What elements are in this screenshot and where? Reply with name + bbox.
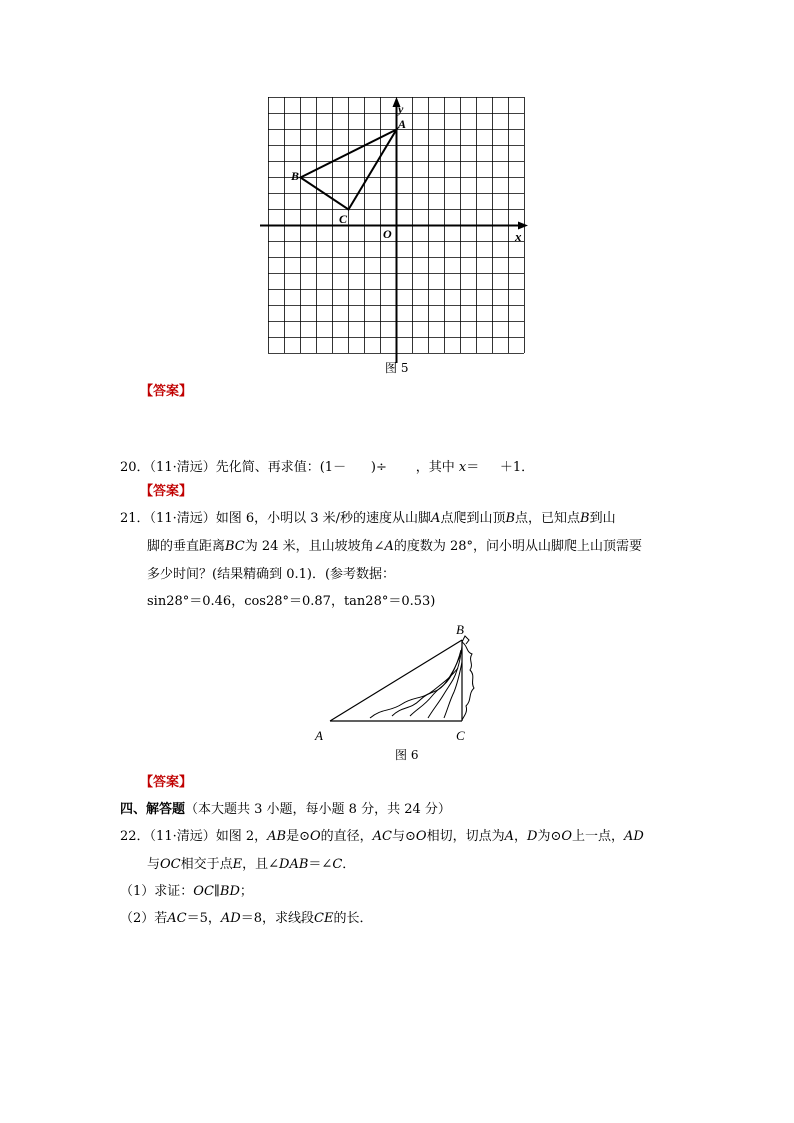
q22-var: AC [167,911,187,926]
question-21-line-1 [120,511,616,527]
figure-5-caption: 图 5 [385,361,409,375]
label-a: A [398,117,407,131]
mountain-contours [370,636,474,720]
q21-var: B [505,511,516,526]
section-4-heading [120,802,451,818]
figure-5-grid [260,95,532,363]
q22-text: 是⊙ [286,829,310,844]
q21-var: A [431,511,441,526]
q22-text: ＝∠ [308,857,333,872]
section-4-note: （本大题共 3 小题，每小题 8 分，共 24 分） [185,802,451,817]
q20-tail: ＝ ＋1． [466,460,535,475]
question-22-part-1 [120,884,253,900]
question-21-line-3: 多少时间？(结果精确到 0.1)．(参考数据： [147,567,396,582]
q22-text: 为⊙ [537,829,562,844]
q22-text: 相交于点 [180,857,233,872]
q21-text: 的度数为 28°，问小明从山脚爬上山顶需要 [393,539,643,554]
q22-var: DAB [279,857,309,872]
q22-var: AD [220,911,241,926]
q22-var: A [504,829,514,844]
q22-var: AD [624,829,644,844]
q20-number: 20． [120,460,150,475]
q21-var: B [580,511,590,526]
q22-text: 与 [147,857,161,872]
q22-text: 的直径， [320,829,373,844]
q21-var: A [384,539,394,554]
label-c: C [339,212,348,226]
figure-6-caption: 图 6 [395,748,419,762]
q21-text: 点爬到山顶 [440,511,506,526]
q22-text: ； [239,884,253,899]
q22-text: 与⊙ [392,829,416,844]
q21-text: 脚的垂直距离 [147,539,226,554]
label-b: B [291,169,300,183]
q22-var: D [527,829,538,844]
q22-text: ＝8，求线段 [240,911,314,926]
q22-text: ，且∠ [242,857,280,872]
q22-text: ， [514,829,528,844]
answer-label-20: 【答案】 [140,484,193,499]
label-origin: O [383,227,392,241]
q21-text: 到山 [589,511,616,526]
q22-var: O [415,829,427,844]
q22-text: 相切，切点为 [426,829,505,844]
q22-text: ＝5， [186,911,221,926]
q21-text: 为 24 米，且山坡坡角∠ [244,539,385,554]
q20-var: x [458,460,467,475]
q22-var: OC [160,857,181,872]
fig6-label-c: C [456,728,465,743]
fig6-label-a: A [315,728,323,743]
q22-text: 的长． [333,911,373,926]
q22-var: C [332,857,343,872]
q22-var: O [309,829,321,844]
fig6-label-b: B [456,622,464,637]
answer-label-21: 【答案】 [140,775,193,790]
q22-var: CE [314,911,334,926]
q22-text: （2）若 [120,911,168,926]
question-22-line-2 [147,857,355,873]
label-x-axis: x [515,229,522,244]
q20-text: 先化简、再求值：(1－ )÷ ，其中 [215,460,455,475]
q21-text: 21．（11·清远）如图 6，小明以 3 米/秒的速度从山脚 [120,511,432,526]
question-22-part-2 [120,911,372,927]
question-21-line-4: sin28°＝0.46，cos28°＝0.87，tan28°＝0.53) [147,594,436,609]
q22-text: ． [342,857,356,872]
question-20 [120,460,534,476]
q22-var: E [232,857,243,872]
figure-6-mountain [310,620,485,748]
q21-text: 点，已知点 [515,511,581,526]
q22-var: AB [267,829,287,844]
question-21-line-2 [147,539,642,555]
triangle-abc-fig6 [330,640,462,721]
q21-var: BC [225,539,245,554]
q20-source: （11·清远） [149,460,216,475]
q22-var: OC∥BD [193,884,240,899]
q22-var: AC [372,829,393,844]
label-y-axis: y [398,102,404,116]
q22-text: 上一点， [572,829,625,844]
q22-text: （1）求证： [120,884,194,899]
question-22-line-1 [120,829,644,845]
q22-text: 22．（11·清远）如图 2， [120,829,268,844]
section-4-title: 四、解答题 [120,802,186,817]
q22-var: O [561,829,573,844]
answer-label-19: 【答案】 [140,384,193,399]
